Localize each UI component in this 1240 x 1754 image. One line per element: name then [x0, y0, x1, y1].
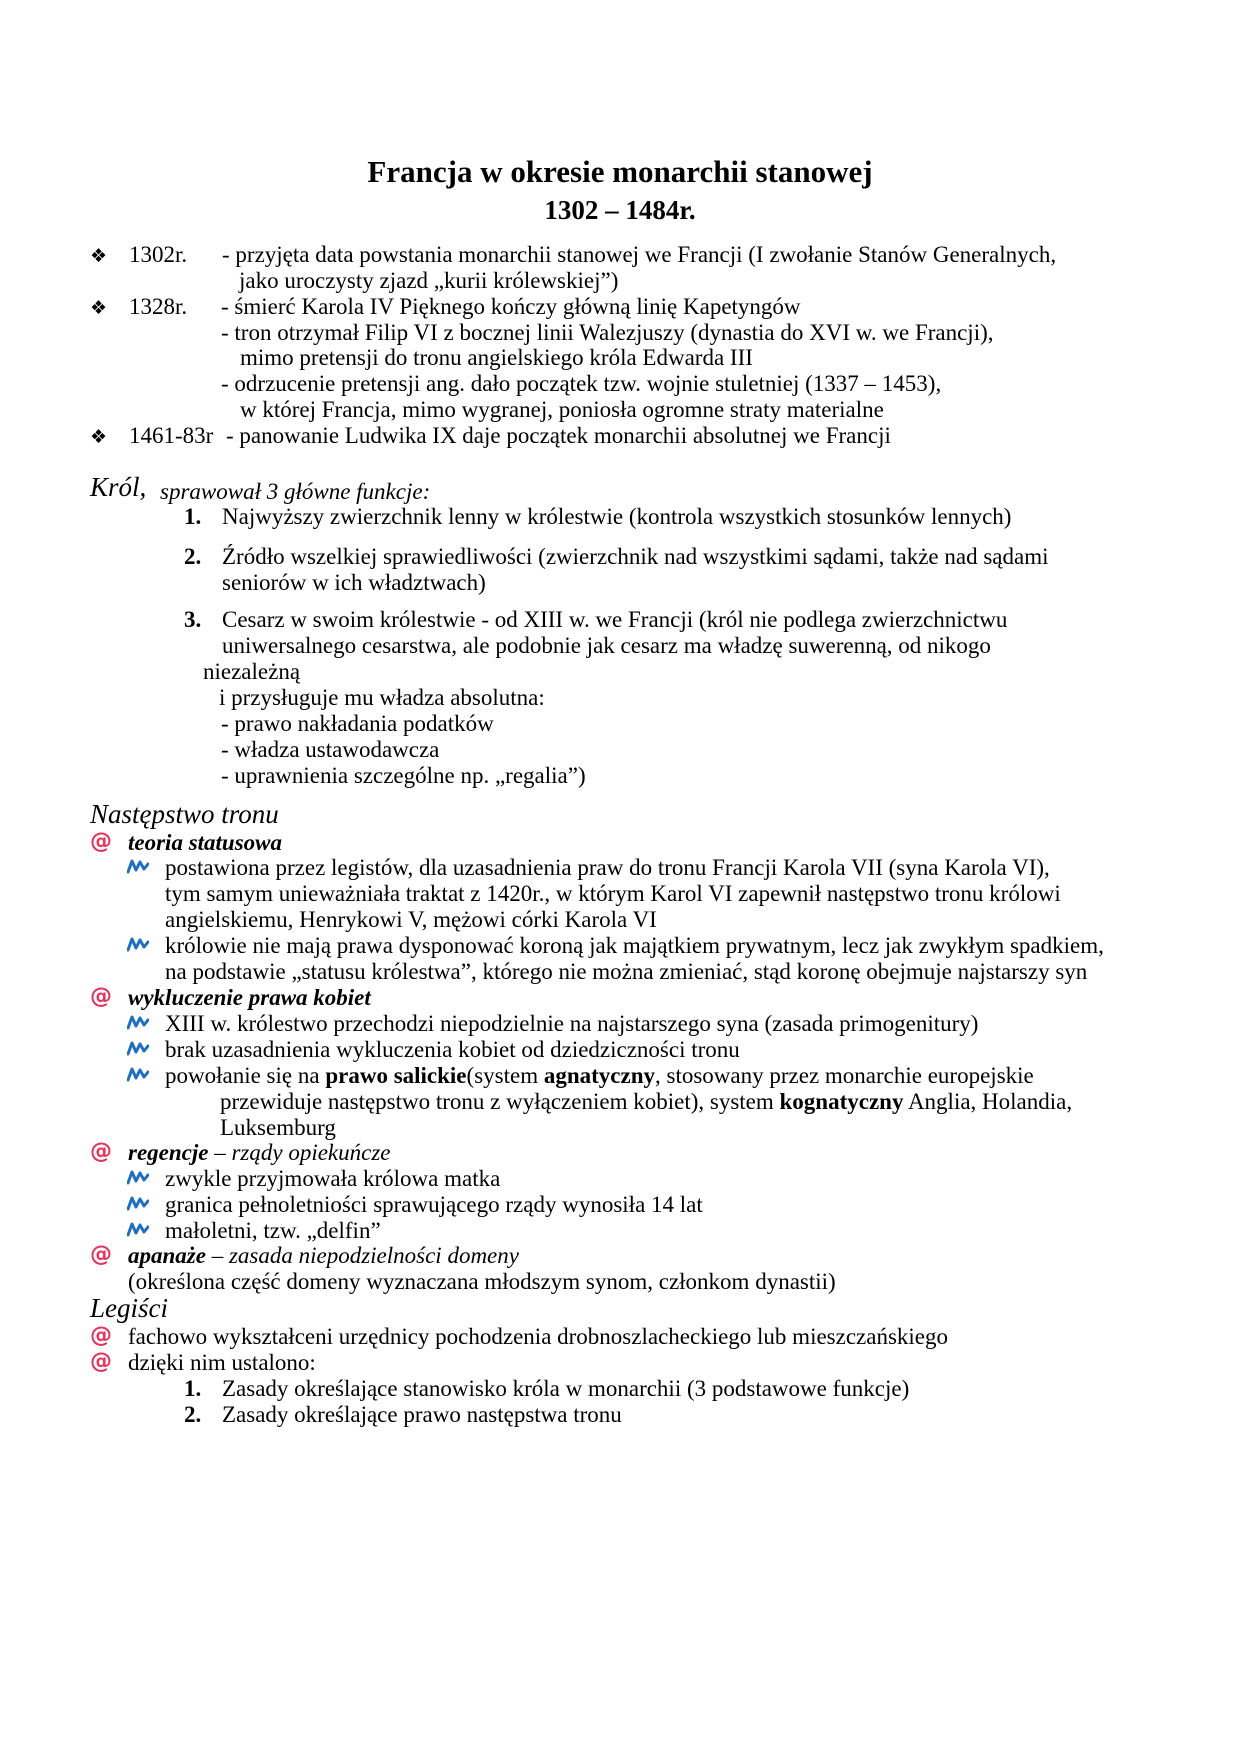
bullet-text: tym samym unieważniała traktat z 1420r., w którym Karol VI zapewnił następstwo tronu królowi [165, 881, 1061, 906]
list-item-text: Zasady określające stanowisko króla w monarchii (3 podstawowe funkcje) [222, 1376, 910, 1401]
list-item-text: seniorów w ich władztwach) [222, 570, 486, 595]
timeline-line: - śmierć Karola IV Pięknego kończy główną linię Kapetyngów [221, 294, 801, 319]
text-run: przewiduje następstwo tronu z wyłączeniem kobiet), system [220, 1089, 780, 1114]
list-item-text: Zasady określające prawo następstwa tronu [222, 1402, 622, 1427]
list-number: 2. [184, 1402, 202, 1427]
list-item-text: - władza ustawodawcza [221, 737, 440, 762]
bullet-text: zwykle przyjmowała królowa matka [165, 1166, 501, 1191]
list-number: 1. [184, 1376, 202, 1401]
diamond-bullet-icon: ❖ [90, 426, 108, 448]
bullet-text: granica pełnoletniości sprawującego rządy wynosiła 14 lat [165, 1192, 703, 1217]
list-item-text: Najwyższy zwierzchnik lenny w królestwie (kontrola wszystkich stosunków lennych) [222, 504, 1012, 529]
legisci-heading: Legiści [90, 1293, 168, 1323]
wave-bullet-icon [127, 858, 149, 874]
subsection-label: wykluczenie prawa kobiet [128, 985, 371, 1010]
bullet-text-continuation: Luksemburg [220, 1115, 336, 1140]
subsection-label: teoria statusowa [128, 830, 283, 855]
spiral-bullet-icon: @ [90, 1323, 112, 1348]
text-run: (system [466, 1063, 544, 1088]
bullet-text-salic [165, 1061, 1034, 1090]
spiral-bullet-icon: @ [90, 1139, 112, 1164]
wave-bullet-icon [127, 1195, 149, 1211]
bullet-text: angielskiemu, Henrykowi V, mężowi córki Karola VI [165, 907, 657, 932]
bold-term: prawo salickie [325, 1063, 467, 1088]
wave-bullet-icon [127, 1014, 149, 1030]
subsection-label: regencje [128, 1140, 209, 1165]
list-item-text: i przysługuje mu władza absolutna: [219, 685, 545, 710]
bullet-text: na podstawie „statusu królestwa”, którego nie można zmieniać, stąd koronę obejmuje najstarszy syn [165, 959, 1088, 984]
timeline-date: 1328r. [129, 294, 188, 319]
list-number: 2. [184, 544, 202, 569]
wave-bullet-icon [127, 1221, 149, 1237]
bullet-text: królowie nie mają prawa dysponować koroną jak majątkiem prywatnym, lecz jak zwykłym spadkiem, [165, 933, 1104, 958]
bullet-text: małoletni, tzw. „delfin” [165, 1218, 381, 1243]
spiral-bullet-icon: @ [90, 1242, 112, 1267]
diamond-bullet-icon: ❖ [90, 297, 108, 319]
list-number: 1. [184, 504, 202, 529]
bullet-text: XIII w. królestwo przechodzi niepodzielnie na najstarszego syna (zasada primogenitury) [165, 1011, 979, 1036]
timeline-line: mimo pretensji do tronu angielskiego króla Edwarda III [240, 345, 753, 370]
timeline-date: 1302r. [129, 242, 188, 267]
spiral-bullet-icon: @ [90, 1349, 112, 1374]
bold-term: agnatyczny [543, 1063, 656, 1088]
subsection-label-line [128, 1138, 391, 1167]
nastepstwo-heading: Następstwo tronu [90, 799, 279, 829]
bullet-text-continuation [220, 1087, 1072, 1116]
timeline-line: - odrzucenie pretensji ang. dało początek tzw. wojnie stuletniej (1337 – 1453), [221, 371, 942, 396]
wave-bullet-icon [127, 1040, 149, 1056]
apanaze-detail: (określona część domeny wyznaczana młodszym synom, członkom dynastii) [128, 1269, 836, 1294]
subsection-label: apanaże [128, 1243, 206, 1268]
timeline-line: jako uroczysty zjazd „kurii królewskiej”) [239, 268, 619, 293]
wave-bullet-icon [127, 1169, 149, 1185]
text-run: Anglia, Holandia, [903, 1089, 1073, 1114]
list-item-text: - prawo nakładania podatków [221, 711, 494, 736]
text-run: powołanie się na [165, 1063, 326, 1088]
bullet-text: fachowo wykształceni urzędnicy pochodzenia drobnoszlacheckiego lub mieszczańskiego [128, 1324, 949, 1349]
subsection-note: – zasada niepodzielności domeny [205, 1243, 519, 1268]
spiral-bullet-icon: @ [90, 984, 112, 1009]
wave-bullet-icon [127, 1066, 149, 1082]
bullet-text: brak uzasadnienia wykluczenia kobiet od dziedziczności tronu [165, 1037, 740, 1062]
krol-note: sprawował 3 główne funkcje: [160, 479, 431, 504]
timeline-line: - przyjęta data powstania monarchii stanowej we Francji (I zwołanie Stanów Generalnych, [222, 242, 1057, 267]
bullet-text: postawiona przez legistów, dla uzasadnienia praw do tronu Francji Karola VII (syna Karola VI), [165, 855, 1050, 880]
subsection-note: – rządy opiekuńcze [208, 1140, 391, 1165]
list-item-text: niezależną [203, 659, 301, 684]
subsection-label-line [128, 1241, 519, 1270]
krol-heading: Król, [90, 472, 147, 502]
timeline-line: - panowanie Ludwika IX daje początek monarchii absolutnej we Francji [226, 423, 891, 448]
bold-term: kognatyczny [779, 1089, 904, 1114]
timeline-date: 1461-83r [129, 423, 214, 448]
list-item-text: Źródło wszelkiej sprawiedliwości (zwierzchnik nad wszystkimi sądami, także nad sądami [222, 544, 1049, 569]
list-item-text: uniwersalnego cesarstwa, ale podobnie jak cesarz ma władzę suwerenną, od nikogo [222, 633, 991, 658]
text-run: , stosowany przez monarchie europejskie [655, 1063, 1034, 1088]
spiral-bullet-icon: @ [90, 829, 112, 854]
wave-bullet-icon [127, 936, 149, 952]
page-title: Francja w okresie monarchii stanowej [367, 154, 873, 189]
bullet-text: dzięki nim ustalono: [128, 1350, 316, 1375]
timeline-line: w której Francja, mimo wygranej, poniosła ogromne straty materialne [240, 397, 884, 422]
diamond-bullet-icon: ❖ [90, 245, 108, 267]
list-item-text: Cesarz w swoim królestwie - od XIII w. we Francji (król nie podlega zwierzchnictwu [222, 607, 1008, 632]
list-number: 3. [184, 607, 202, 632]
page-subtitle: 1302 – 1484r. [544, 195, 696, 225]
list-item-text: - uprawnienia szczególne np. „regalia”) [221, 763, 586, 788]
timeline-line: - tron otrzymał Filip VI z bocznej linii Walezjuszy (dynastia do XVI w. we Francji), [221, 320, 994, 345]
